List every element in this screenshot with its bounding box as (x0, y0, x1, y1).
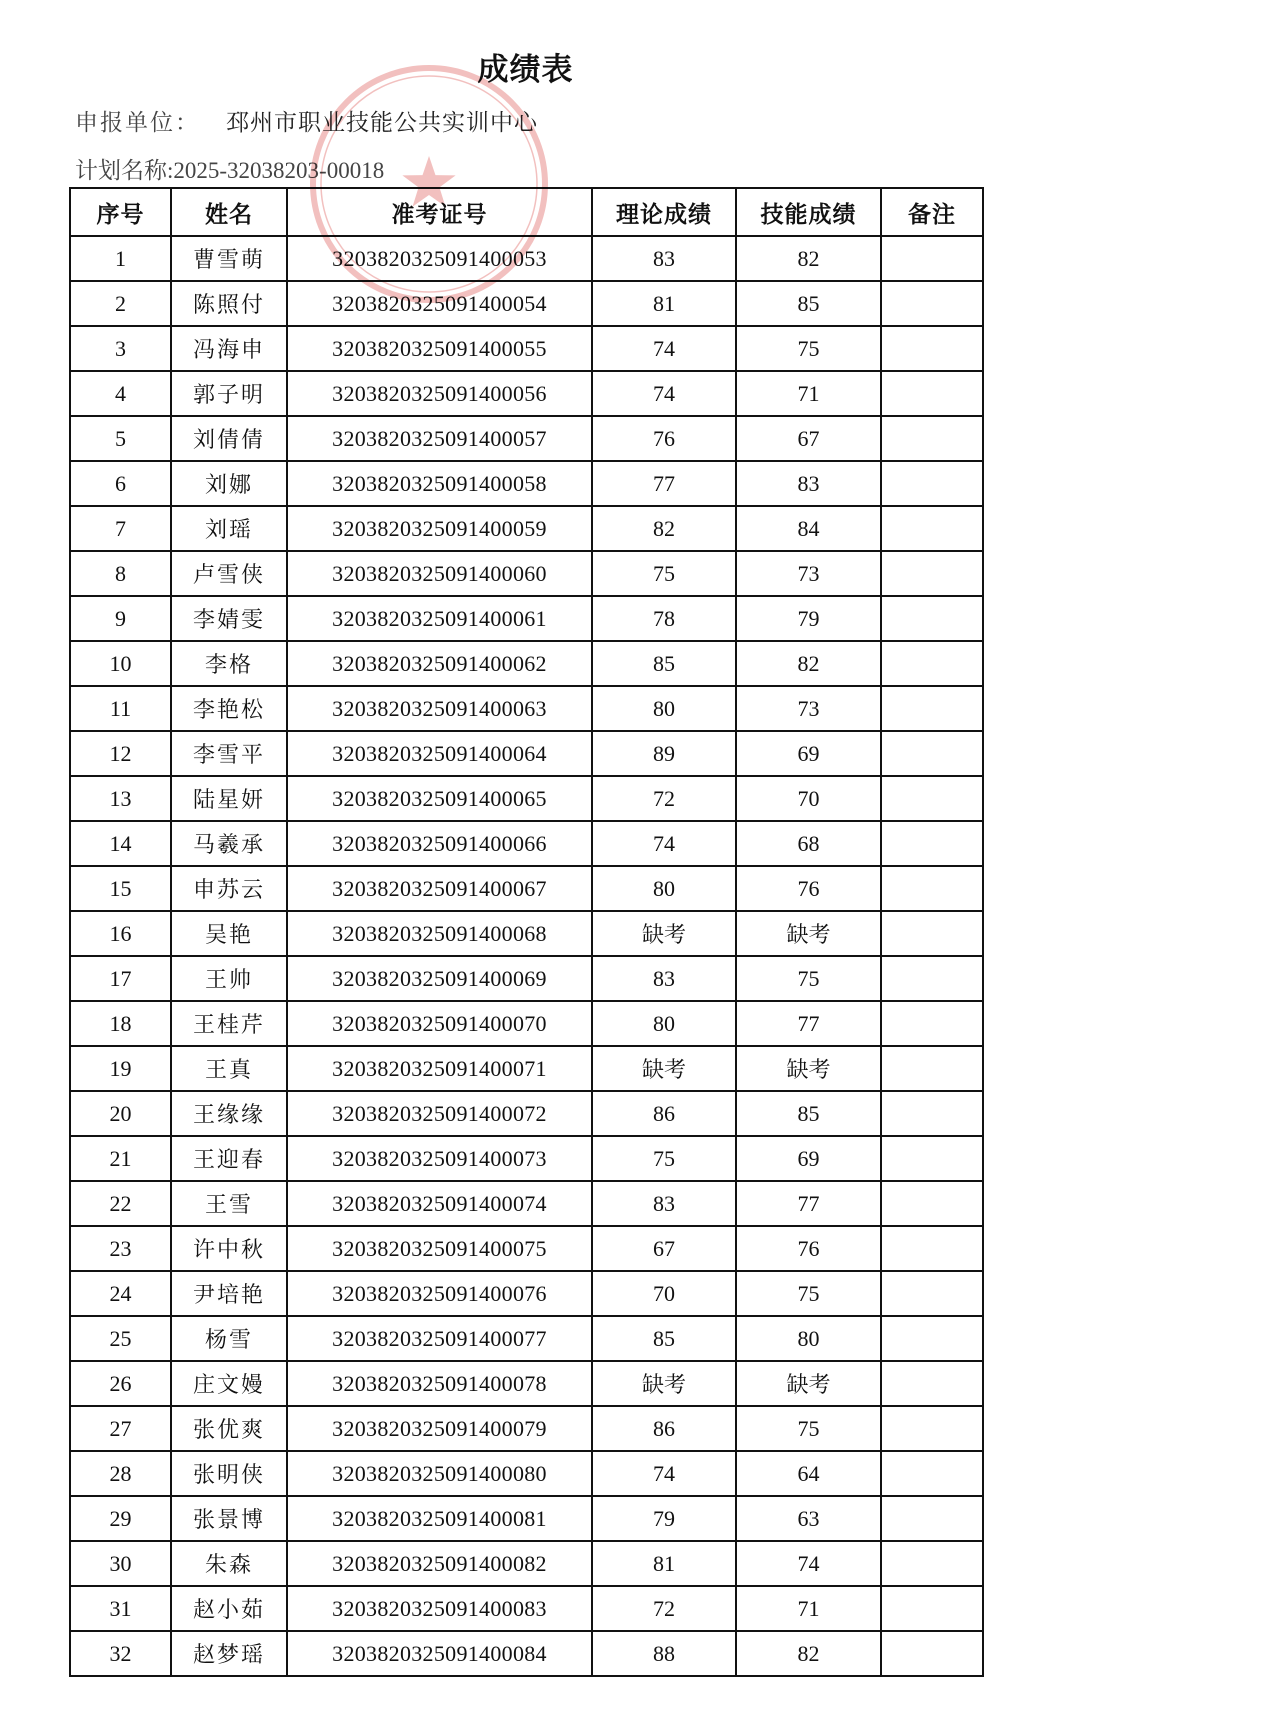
cell-exam-id: 3203820325091400055 (287, 326, 592, 371)
cell-serial: 27 (70, 1406, 171, 1451)
cell-remarks (881, 956, 983, 1001)
cell-theory-score: 80 (592, 686, 736, 731)
header-skill-score: 技能成绩 (736, 188, 881, 236)
cell-skill-score: 75 (736, 326, 881, 371)
table-row (70, 1406, 983, 1451)
cell-skill-score: 82 (736, 1631, 881, 1676)
cell-exam-id: 3203820325091400054 (287, 281, 592, 326)
cell-theory-score: 85 (592, 641, 736, 686)
cell-skill-score: 76 (736, 866, 881, 911)
cell-serial: 32 (70, 1631, 171, 1676)
cell-skill-score: 64 (736, 1451, 881, 1496)
cell-exam-id: 3203820325091400077 (287, 1316, 592, 1361)
cell-skill-score: 73 (736, 686, 881, 731)
cell-theory-score: 70 (592, 1271, 736, 1316)
header-name: 姓名 (171, 188, 287, 236)
cell-serial: 3 (70, 326, 171, 371)
table-row (70, 1001, 983, 1046)
table-row (70, 1361, 983, 1406)
cell-serial: 25 (70, 1316, 171, 1361)
cell-name: 刘瑶 (171, 506, 287, 551)
cell-skill-score: 83 (736, 461, 881, 506)
cell-remarks (881, 866, 983, 911)
table-row (70, 1271, 983, 1316)
cell-exam-id: 3203820325091400080 (287, 1451, 592, 1496)
table-row (70, 1541, 983, 1586)
cell-exam-id: 3203820325091400084 (287, 1631, 592, 1676)
cell-skill-score: 82 (736, 236, 881, 281)
cell-exam-id: 3203820325091400070 (287, 1001, 592, 1046)
table-row (70, 1451, 983, 1496)
cell-theory-score: 89 (592, 731, 736, 776)
cell-name: 王真 (171, 1046, 287, 1091)
cell-remarks (881, 551, 983, 596)
cell-theory-score: 79 (592, 1496, 736, 1541)
cell-serial: 2 (70, 281, 171, 326)
cell-skill-score: 85 (736, 281, 881, 326)
cell-skill-score: 76 (736, 1226, 881, 1271)
cell-serial: 12 (70, 731, 171, 776)
cell-name: 李婧雯 (171, 596, 287, 641)
cell-remarks (881, 776, 983, 821)
cell-serial: 8 (70, 551, 171, 596)
cell-exam-id: 3203820325091400060 (287, 551, 592, 596)
table-row (70, 1496, 983, 1541)
cell-name: 李格 (171, 641, 287, 686)
cell-name: 张优爽 (171, 1406, 287, 1451)
header-remarks: 备注 (881, 188, 983, 236)
scores-table (69, 187, 984, 1677)
cell-skill-score: 缺考 (736, 1361, 881, 1406)
cell-remarks (881, 371, 983, 416)
table-row (70, 1586, 983, 1631)
cell-serial: 24 (70, 1271, 171, 1316)
table-row (70, 236, 983, 281)
table-row (70, 371, 983, 416)
applicant-unit-label: 申报单位： (75, 110, 200, 135)
cell-skill-score: 69 (736, 731, 881, 776)
cell-remarks (881, 1541, 983, 1586)
cell-skill-score: 77 (736, 1181, 881, 1226)
cell-skill-score: 73 (736, 551, 881, 596)
cell-remarks (881, 506, 983, 551)
cell-skill-score: 74 (736, 1541, 881, 1586)
header-serial: 序号 (70, 188, 171, 236)
cell-exam-id: 3203820325091400074 (287, 1181, 592, 1226)
header-exam-id: 准考证号 (287, 188, 592, 236)
cell-exam-id: 3203820325091400053 (287, 236, 592, 281)
cell-name: 刘娜 (171, 461, 287, 506)
cell-name: 赵梦瑶 (171, 1631, 287, 1676)
cell-name: 尹培艳 (171, 1271, 287, 1316)
cell-theory-score: 76 (592, 416, 736, 461)
cell-exam-id: 3203820325091400078 (287, 1361, 592, 1406)
cell-skill-score: 75 (736, 1271, 881, 1316)
cell-exam-id: 3203820325091400072 (287, 1091, 592, 1136)
cell-serial: 22 (70, 1181, 171, 1226)
cell-theory-score: 77 (592, 461, 736, 506)
cell-remarks (881, 821, 983, 866)
cell-serial: 14 (70, 821, 171, 866)
cell-serial: 1 (70, 236, 171, 281)
cell-name: 陈照付 (171, 281, 287, 326)
cell-name: 王桂芹 (171, 1001, 287, 1046)
cell-name: 王帅 (171, 956, 287, 1001)
cell-name: 张景博 (171, 1496, 287, 1541)
table-body (70, 236, 983, 1676)
cell-serial: 21 (70, 1136, 171, 1181)
cell-theory-score: 78 (592, 596, 736, 641)
cell-name: 刘倩倩 (171, 416, 287, 461)
table-row (70, 1136, 983, 1181)
cell-theory-score: 75 (592, 551, 736, 596)
cell-name: 冯海申 (171, 326, 287, 371)
cell-serial: 30 (70, 1541, 171, 1586)
cell-exam-id: 3203820325091400076 (287, 1271, 592, 1316)
cell-theory-score: 缺考 (592, 1361, 736, 1406)
cell-name: 郭子明 (171, 371, 287, 416)
cell-name: 张明侠 (171, 1451, 287, 1496)
cell-serial: 28 (70, 1451, 171, 1496)
table-row (70, 1091, 983, 1136)
cell-exam-id: 3203820325091400069 (287, 956, 592, 1001)
cell-serial: 6 (70, 461, 171, 506)
cell-remarks (881, 326, 983, 371)
cell-exam-id: 3203820325091400083 (287, 1586, 592, 1631)
cell-skill-score: 85 (736, 1091, 881, 1136)
cell-theory-score: 80 (592, 1001, 736, 1046)
cell-skill-score: 75 (736, 1406, 881, 1451)
cell-exam-id: 3203820325091400059 (287, 506, 592, 551)
cell-serial: 13 (70, 776, 171, 821)
cell-name: 赵小茹 (171, 1586, 287, 1631)
cell-remarks (881, 1271, 983, 1316)
cell-remarks (881, 1226, 983, 1271)
document-title: 成绩表 (477, 52, 574, 87)
cell-exam-id: 3203820325091400058 (287, 461, 592, 506)
table-row (70, 641, 983, 686)
cell-remarks (881, 641, 983, 686)
cell-theory-score: 81 (592, 1541, 736, 1586)
cell-name: 庄文嫚 (171, 1361, 287, 1406)
cell-theory-score: 86 (592, 1406, 736, 1451)
cell-exam-id: 3203820325091400067 (287, 866, 592, 911)
table-row (70, 281, 983, 326)
plan-name-line: 计划名称:2025-32038203-00018 (75, 158, 385, 183)
applicant-unit-value: 邳州市职业技能公共实训中心 (226, 110, 538, 135)
cell-exam-id: 3203820325091400056 (287, 371, 592, 416)
cell-skill-score: 71 (736, 1586, 881, 1631)
cell-remarks (881, 1631, 983, 1676)
cell-remarks (881, 1046, 983, 1091)
cell-theory-score: 85 (592, 1316, 736, 1361)
cell-skill-score: 缺考 (736, 1046, 881, 1091)
header-theory-score: 理论成绩 (592, 188, 736, 236)
cell-theory-score: 72 (592, 1586, 736, 1631)
cell-remarks (881, 1406, 983, 1451)
cell-exam-id: 3203820325091400073 (287, 1136, 592, 1181)
cell-skill-score: 67 (736, 416, 881, 461)
table-row (70, 1316, 983, 1361)
applicant-unit-line (75, 104, 538, 137)
cell-name: 王迎春 (171, 1136, 287, 1181)
cell-skill-score: 70 (736, 776, 881, 821)
table-row (70, 776, 983, 821)
table-row (70, 326, 983, 371)
cell-skill-score: 79 (736, 596, 881, 641)
cell-exam-id: 3203820325091400066 (287, 821, 592, 866)
cell-remarks (881, 1136, 983, 1181)
cell-serial: 11 (70, 686, 171, 731)
table-row (70, 416, 983, 461)
table-row (70, 866, 983, 911)
cell-name: 申苏云 (171, 866, 287, 911)
cell-remarks (881, 1001, 983, 1046)
cell-theory-score: 88 (592, 1631, 736, 1676)
table-row (70, 956, 983, 1001)
cell-name: 李雪平 (171, 731, 287, 776)
cell-exam-id: 3203820325091400079 (287, 1406, 592, 1451)
cell-theory-score: 82 (592, 506, 736, 551)
cell-exam-id: 3203820325091400065 (287, 776, 592, 821)
cell-serial: 5 (70, 416, 171, 461)
cell-skill-score: 71 (736, 371, 881, 416)
cell-remarks (881, 416, 983, 461)
table-row (70, 1181, 983, 1226)
table-row (70, 461, 983, 506)
cell-exam-id: 3203820325091400082 (287, 1541, 592, 1586)
cell-name: 李艳松 (171, 686, 287, 731)
cell-serial: 18 (70, 1001, 171, 1046)
cell-exam-id: 3203820325091400061 (287, 596, 592, 641)
cell-theory-score: 74 (592, 821, 736, 866)
cell-name: 朱森 (171, 1541, 287, 1586)
cell-remarks (881, 1181, 983, 1226)
cell-exam-id: 3203820325091400062 (287, 641, 592, 686)
table-row (70, 506, 983, 551)
cell-remarks (881, 1586, 983, 1631)
cell-remarks (881, 731, 983, 776)
cell-exam-id: 3203820325091400075 (287, 1226, 592, 1271)
cell-remarks (881, 461, 983, 506)
cell-name: 吴艳 (171, 911, 287, 956)
cell-skill-score: 68 (736, 821, 881, 866)
cell-theory-score: 86 (592, 1091, 736, 1136)
cell-theory-score: 83 (592, 1181, 736, 1226)
cell-exam-id: 3203820325091400064 (287, 731, 592, 776)
cell-remarks (881, 1451, 983, 1496)
cell-skill-score: 69 (736, 1136, 881, 1181)
cell-serial: 31 (70, 1586, 171, 1631)
cell-theory-score: 83 (592, 956, 736, 1001)
cell-remarks (881, 281, 983, 326)
cell-name: 许中秋 (171, 1226, 287, 1271)
cell-theory-score: 74 (592, 1451, 736, 1496)
cell-theory-score: 80 (592, 866, 736, 911)
cell-name: 卢雪侠 (171, 551, 287, 596)
cell-theory-score: 74 (592, 326, 736, 371)
cell-skill-score: 缺考 (736, 911, 881, 956)
cell-serial: 10 (70, 641, 171, 686)
cell-name: 马羲承 (171, 821, 287, 866)
cell-remarks (881, 1091, 983, 1136)
cell-remarks (881, 911, 983, 956)
cell-theory-score: 67 (592, 1226, 736, 1271)
cell-serial: 29 (70, 1496, 171, 1541)
cell-theory-score: 83 (592, 236, 736, 281)
cell-serial: 7 (70, 506, 171, 551)
cell-serial: 16 (70, 911, 171, 956)
table-row (70, 911, 983, 956)
cell-name: 杨雪 (171, 1316, 287, 1361)
cell-serial: 20 (70, 1091, 171, 1136)
table-row (70, 1631, 983, 1676)
cell-serial: 15 (70, 866, 171, 911)
cell-exam-id: 3203820325091400071 (287, 1046, 592, 1091)
cell-theory-score: 缺考 (592, 911, 736, 956)
cell-skill-score: 75 (736, 956, 881, 1001)
cell-skill-score: 80 (736, 1316, 881, 1361)
cell-remarks (881, 1496, 983, 1541)
cell-exam-id: 3203820325091400063 (287, 686, 592, 731)
cell-theory-score: 74 (592, 371, 736, 416)
table-row (70, 1046, 983, 1091)
table-row (70, 821, 983, 866)
table-row (70, 731, 983, 776)
cell-remarks (881, 236, 983, 281)
table-row (70, 551, 983, 596)
cell-remarks (881, 686, 983, 731)
cell-name: 王雪 (171, 1181, 287, 1226)
cell-serial: 17 (70, 956, 171, 1001)
cell-theory-score: 75 (592, 1136, 736, 1181)
table-row (70, 596, 983, 641)
cell-serial: 19 (70, 1046, 171, 1091)
cell-theory-score: 缺考 (592, 1046, 736, 1091)
cell-remarks (881, 1361, 983, 1406)
cell-skill-score: 63 (736, 1496, 881, 1541)
cell-theory-score: 81 (592, 281, 736, 326)
cell-name: 曹雪萌 (171, 236, 287, 281)
cell-remarks (881, 596, 983, 641)
cell-name: 陆星妍 (171, 776, 287, 821)
table-row (70, 686, 983, 731)
cell-serial: 26 (70, 1361, 171, 1406)
cell-serial: 4 (70, 371, 171, 416)
cell-exam-id: 3203820325091400081 (287, 1496, 592, 1541)
cell-theory-score: 72 (592, 776, 736, 821)
cell-exam-id: 3203820325091400057 (287, 416, 592, 461)
cell-skill-score: 82 (736, 641, 881, 686)
cell-remarks (881, 1316, 983, 1361)
cell-serial: 9 (70, 596, 171, 641)
cell-skill-score: 84 (736, 506, 881, 551)
cell-skill-score: 77 (736, 1001, 881, 1046)
cell-serial: 23 (70, 1226, 171, 1271)
table-header-row (70, 188, 983, 236)
table-row (70, 1226, 983, 1271)
cell-name: 王缘缘 (171, 1091, 287, 1136)
cell-exam-id: 3203820325091400068 (287, 911, 592, 956)
